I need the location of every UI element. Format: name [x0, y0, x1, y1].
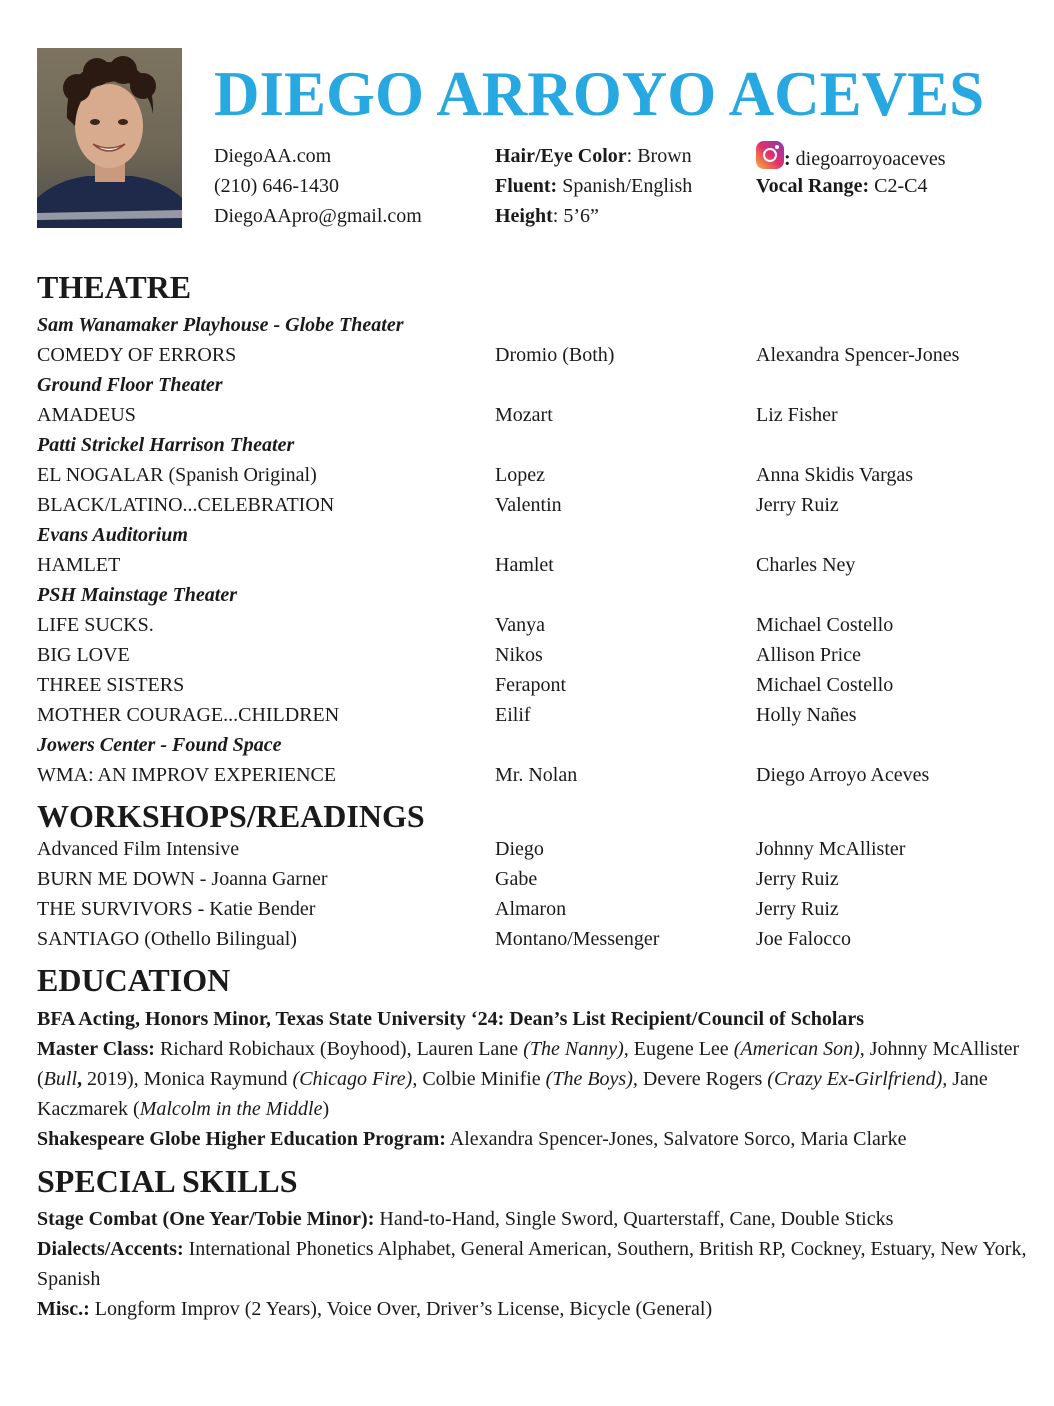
- venue-name: PSH Mainstage Theater: [37, 584, 238, 606]
- role-name: Gabe: [495, 868, 538, 890]
- role-name: Lopez: [495, 464, 545, 486]
- director-name: Alexandra Spencer-Jones: [756, 344, 960, 366]
- credit-row: [37, 864, 1027, 894]
- venue-heading: [37, 370, 1027, 400]
- credit-row: [37, 640, 1027, 670]
- director-name: Jerry Ruiz: [756, 898, 839, 920]
- role-name: Nikos: [495, 644, 543, 666]
- fluent-languages: Fluent: Spanish/English: [495, 175, 693, 197]
- show-title: EL NOGALAR (Spanish Original): [37, 464, 317, 486]
- show-title: SANTIAGO (Othello Bilingual): [37, 928, 297, 950]
- section-workshops-title: WORKSHOPS/READINGS: [37, 798, 425, 834]
- physical-details: [495, 141, 692, 231]
- email-link[interactable]: DiegoAApro@gmail.com: [214, 205, 422, 227]
- role-name: Valentin: [495, 494, 562, 516]
- role-name: Mozart: [495, 404, 553, 426]
- show-title: MOTHER COURAGE...CHILDREN: [37, 704, 340, 726]
- show-title: THREE SISTERS: [37, 674, 185, 696]
- section-skills-title: SPECIAL SKILLS: [37, 1163, 298, 1199]
- workshop-credits: [37, 834, 1027, 954]
- applicant-name: DIEGO ARROYO ACEVES: [214, 59, 985, 129]
- venue-name: Ground Floor Theater: [37, 374, 223, 396]
- role-name: Hamlet: [495, 554, 554, 576]
- role-name: Vanya: [495, 614, 545, 636]
- phone-number[interactable]: (210) 646-1430: [214, 175, 339, 197]
- social-and-vocal: [756, 141, 946, 201]
- show-title: WMA: AN IMPROV EXPERIENCE: [37, 764, 337, 786]
- venue-name: Patti Strickel Harrison Theater: [37, 434, 295, 456]
- credit-row: [37, 340, 1027, 370]
- role-name: Diego: [495, 838, 544, 860]
- venue-name: Jowers Center - Found Space: [37, 734, 282, 756]
- hair-eye-color: Hair/Eye Color: Brown: [495, 145, 692, 167]
- show-title: Advanced Film Intensive: [37, 838, 240, 860]
- director-name: Charles Ney: [756, 554, 856, 576]
- credit-row: [37, 924, 1027, 954]
- director-name: Joe Falocco: [756, 928, 851, 950]
- director-name: Michael Costello: [756, 614, 894, 636]
- role-name: Almaron: [495, 898, 567, 920]
- director-name: Liz Fisher: [756, 404, 838, 426]
- director-name: Jerry Ruiz: [756, 494, 839, 516]
- director-name: Michael Costello: [756, 674, 894, 696]
- dialects-accents: Dialects/Accents: International Phonetics Alphabet, General American, Southern, British RP, Cockney, Estuary, New York, Spanish: [37, 1238, 1027, 1290]
- credit-row: [37, 700, 1027, 730]
- section-education-title: EDUCATION: [37, 962, 231, 998]
- education-details: [37, 1004, 1027, 1154]
- role-name: Eilif: [495, 704, 531, 726]
- venue-heading: [37, 310, 1027, 340]
- show-title: AMADEUS: [37, 404, 136, 426]
- director-name: Jerry Ruiz: [756, 868, 839, 890]
- section-theatre-title: THEATRE: [37, 269, 192, 305]
- credit-row: [37, 834, 1027, 864]
- director-name: Allison Price: [756, 644, 861, 666]
- credit-row: [37, 550, 1027, 580]
- venue-name: Sam Wanamaker Playhouse - Globe Theater: [37, 314, 404, 336]
- degree: BFA Acting, Honors Minor, Texas State University ‘24: Dean’s List Recipient/Council of Scholars: [37, 1008, 865, 1030]
- director-name: Diego Arroyo Aceves: [756, 764, 930, 786]
- credit-row: [37, 610, 1027, 640]
- contact-info: [214, 141, 422, 231]
- globe-program: Shakespeare Globe Higher Education Program: Alexandra Spencer-Jones, Salvatore Sorco, Maria Clarke: [37, 1128, 907, 1150]
- show-title: BURN ME DOWN - Joanna Garner: [37, 868, 328, 890]
- credit-row: [37, 400, 1027, 430]
- director-name: Holly Nañes: [756, 704, 857, 726]
- credit-row: [37, 490, 1027, 520]
- master-class: Master Class: Richard Robichaux (Boyhood), Lauren Lane (The Nanny), Eugene Lee (American Son), Johnny McAllister (Bull, 2019), Monica Raymund (Chicago Fire), Colbie Minifie (The Boys), Devere Rogers (Crazy Ex-Girlfriend), Jane Kaczmarek (Malcolm in the Middle): [37, 1038, 1020, 1120]
- credit-row: [37, 460, 1027, 490]
- credit-row: [37, 894, 1027, 924]
- venue-heading: [37, 730, 1027, 760]
- misc-skills: Misc.: Longform Improv (2 Years), Voice Over, Driver’s License, Bicycle (General): [37, 1298, 713, 1320]
- vocal-range: Vocal Range: C2-C4: [756, 175, 928, 197]
- venue-name: Evans Auditorium: [37, 524, 188, 546]
- stage-combat: Stage Combat (One Year/Tobie Minor): Hand-to-Hand, Single Sword, Quarterstaff, Cane, Double Sticks: [37, 1208, 894, 1230]
- show-title: COMEDY OF ERRORS: [37, 344, 237, 366]
- headshot-photo: [37, 48, 182, 228]
- height: Height: 5’6”: [495, 205, 599, 227]
- director-name: Anna Skidis Vargas: [756, 464, 914, 486]
- instagram-icon: [756, 141, 784, 169]
- website-link[interactable]: DiegoAA.com: [214, 145, 332, 167]
- role-name: Mr. Nolan: [495, 764, 578, 786]
- show-title: BIG LOVE: [37, 644, 130, 666]
- venue-heading: [37, 520, 1027, 550]
- skills-details: [37, 1204, 1027, 1324]
- show-title: THE SURVIVORS - Katie Bender: [37, 898, 316, 920]
- theatre-credits: [37, 310, 1027, 790]
- credit-row: [37, 760, 1027, 790]
- credit-row: [37, 670, 1027, 700]
- venue-heading: [37, 580, 1027, 610]
- role-name: Ferapont: [495, 674, 567, 696]
- role-name: Dromio (Both): [495, 344, 615, 366]
- venue-heading: [37, 430, 1027, 460]
- show-title: BLACK/LATINO...CELEBRATION: [37, 494, 335, 516]
- instagram-handle[interactable]: : diegoarroyoaceves: [756, 141, 946, 171]
- role-name: Montano/Messenger: [495, 928, 660, 950]
- show-title: HAMLET: [37, 554, 121, 576]
- show-title: LIFE SUCKS.: [37, 614, 154, 636]
- director-name: Johnny McAllister: [756, 838, 906, 860]
